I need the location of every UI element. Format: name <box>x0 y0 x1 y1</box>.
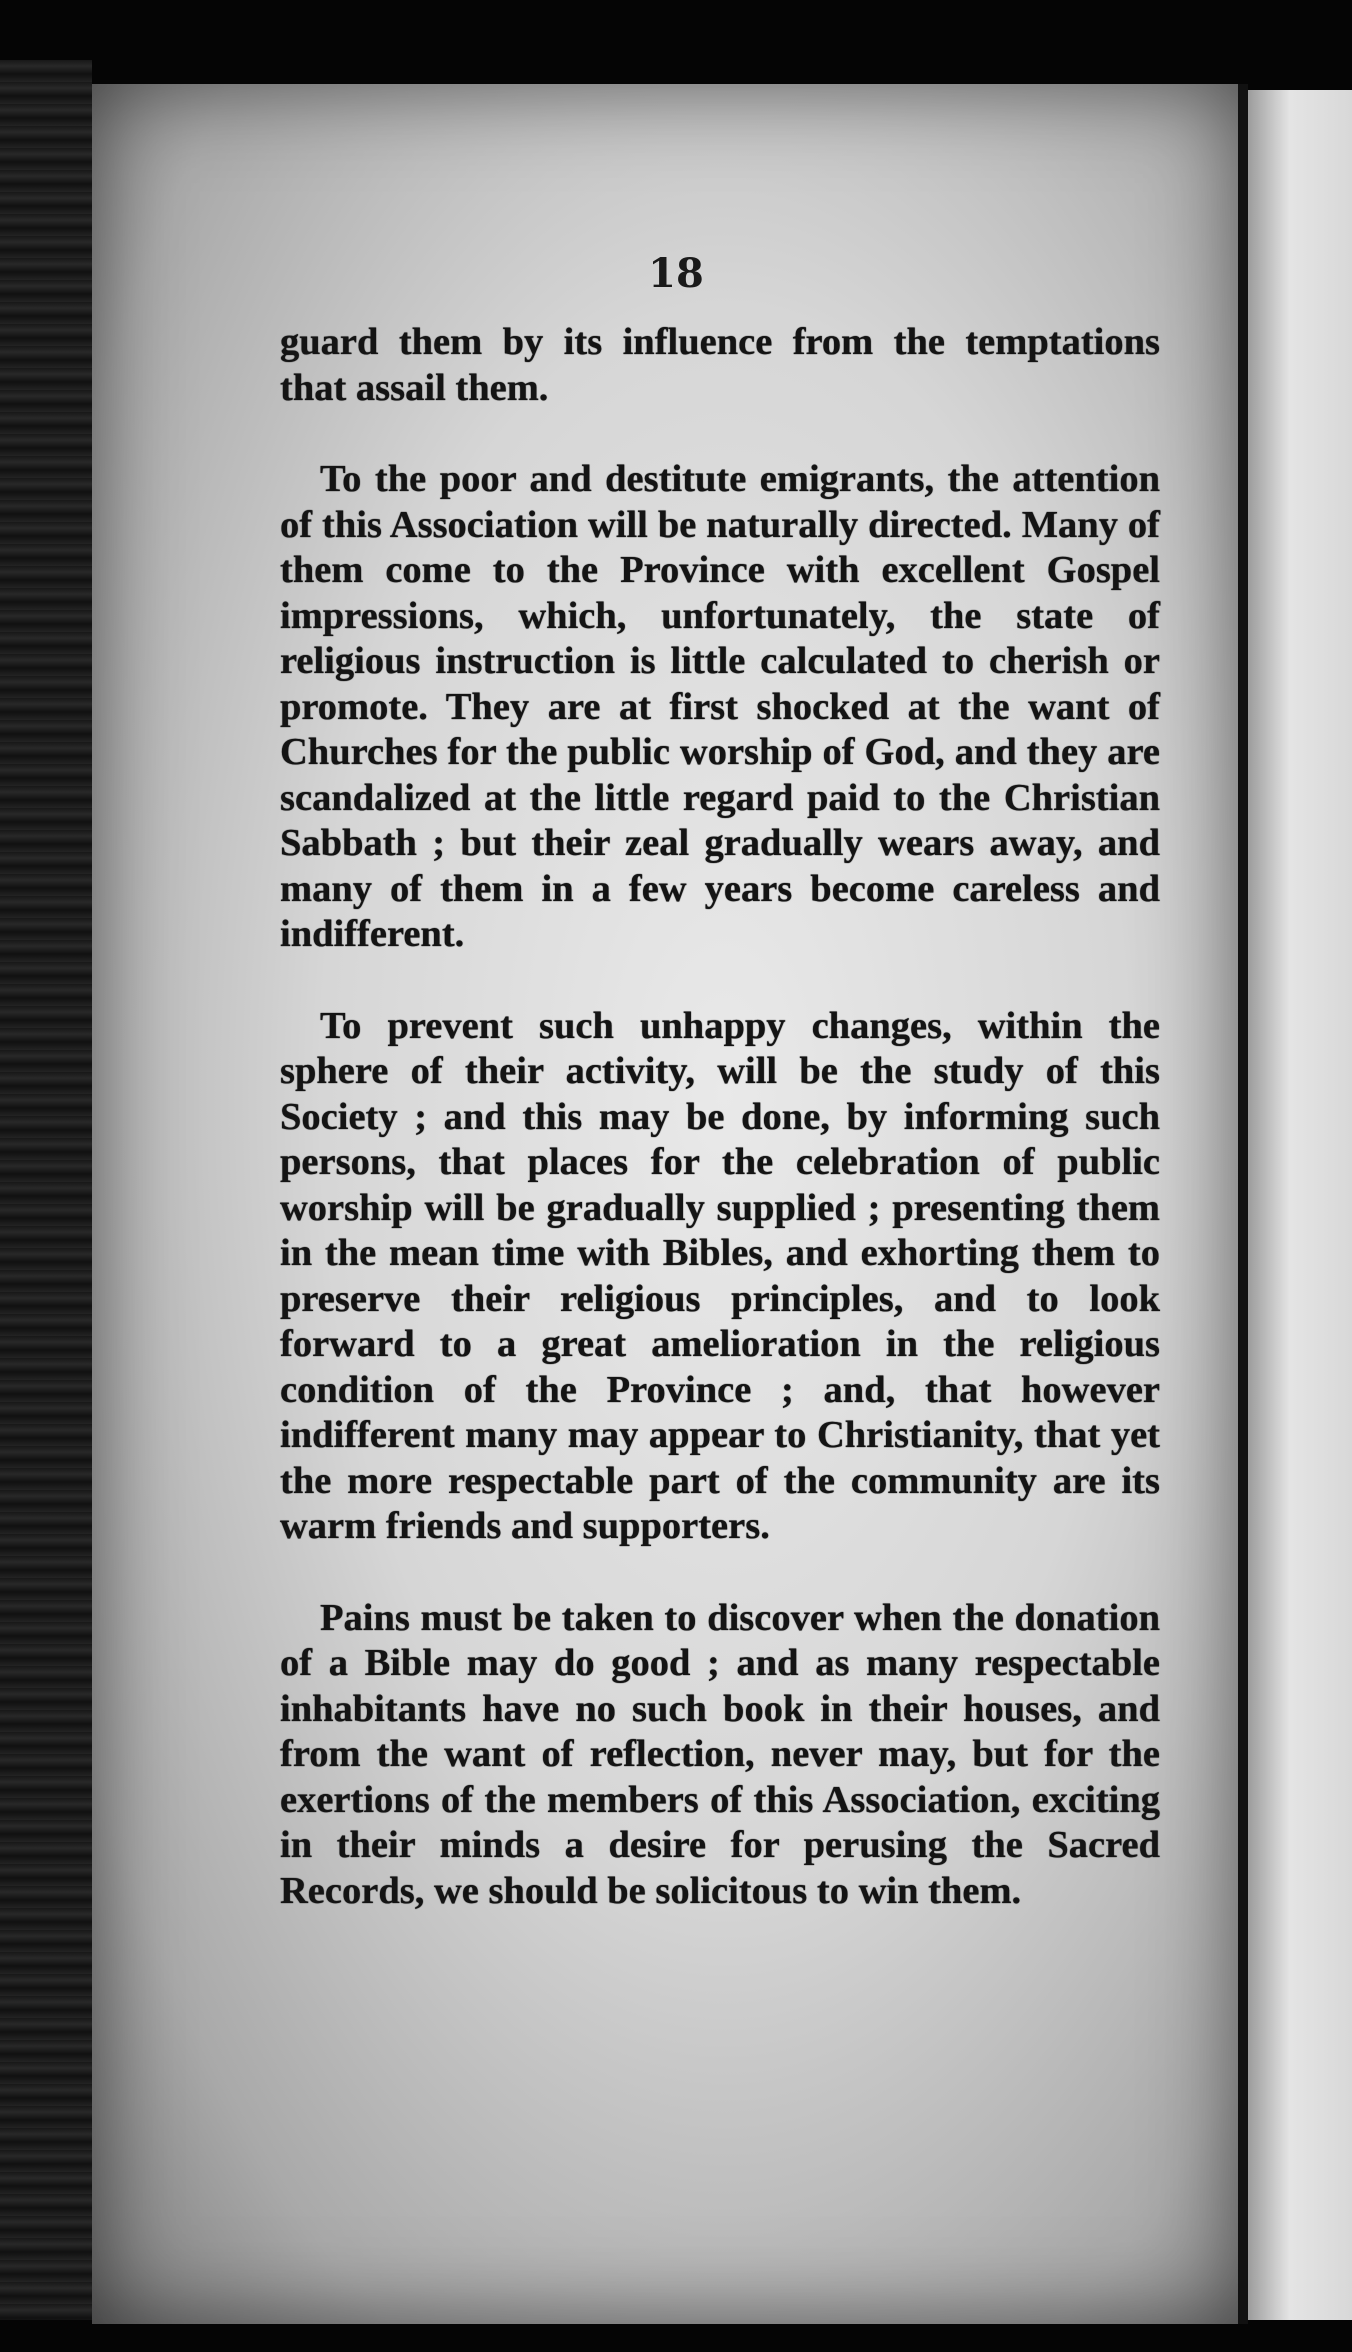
paragraph-gap <box>280 1550 1160 1596</box>
paragraph-4: Pains must be taken to discover when the donation of a Bible may do good ; and as many respectable inhabitants have no such book in their houses, and from the want of reflection, never may, but for the exertions of the members of this Association, exciting in their minds a desire for perusing the Sacred Records, we should be solicitous to win them. <box>280 1596 1160 1912</box>
paragraph-3: To prevent such unhappy changes, within the sphere of their activity, will be the study of this Society ; and this may be done, by informing such persons, that places for the celebration of public worship will be gradually supplied ; presenting them in the mean time with Bibles, and exhorting them to preserve their religious principles, and to look forward to a great amelioration in the religious condition of the Province ; and, that however indifferent many may appear to Christianity, that yet the more respectable part of the community are its warm friends and supporters. <box>280 1004 1160 1547</box>
page-number: 18 <box>648 250 704 297</box>
page-gutter <box>1238 84 1248 2324</box>
body-text <box>280 320 1160 1914</box>
paragraph-1: guard them by its influence from the temptations that assail them. <box>280 321 1160 409</box>
facing-page-edge <box>1248 90 1352 2320</box>
paragraph-gap <box>280 411 1160 457</box>
paragraph-2: To the poor and destitute emigrants, the attention of this Association will be naturally directed. Many of them come to the Province with excellent Gospel impressions, which, unfortunately, the state of religious instruction is little calculated to cherish or promote. They are at first shocked at the want of Churches for the public worship of God, and they are scandalized at the little regard paid to the Christian Sabbath ; but their zeal gradually wears away, and many of them in a few years become careless and indifferent. <box>280 458 1160 955</box>
book-binding <box>0 60 92 2320</box>
paragraph-gap <box>280 958 1160 1004</box>
